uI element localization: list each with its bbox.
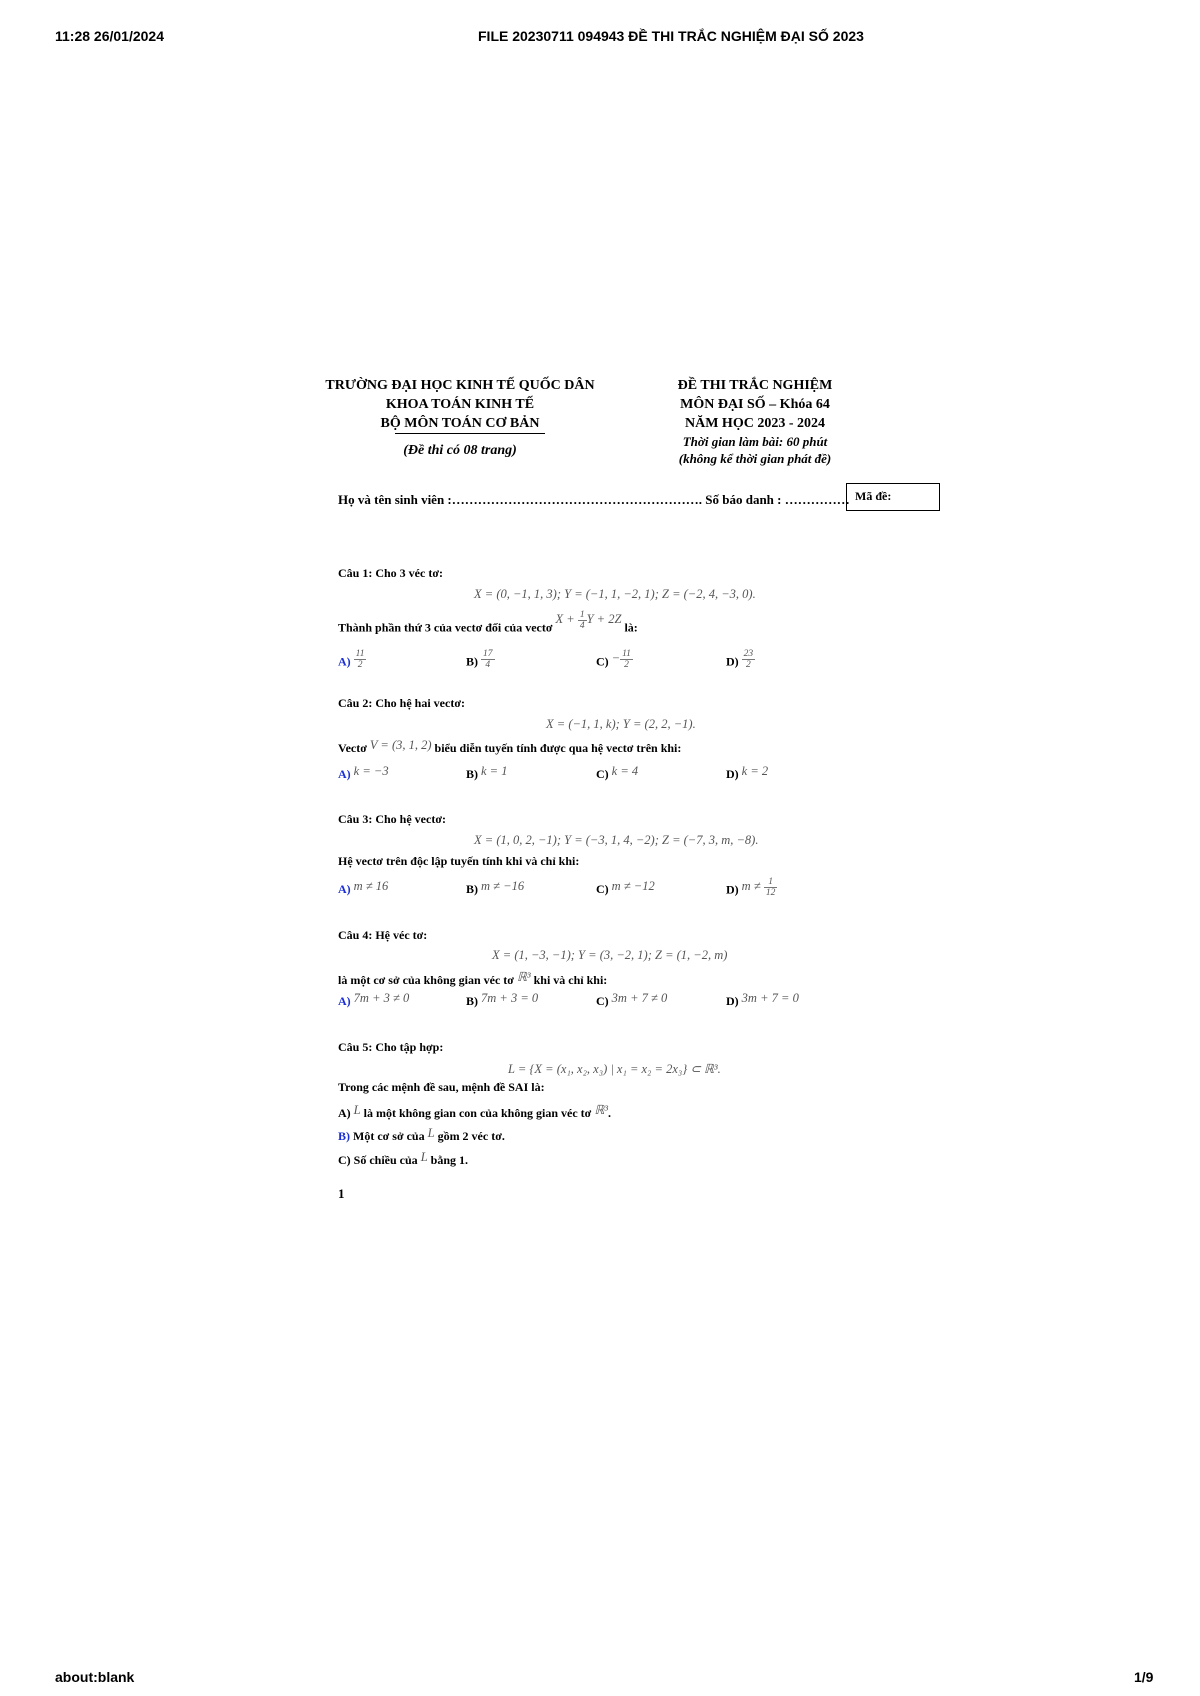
option-value: k = 2 [741,764,769,778]
option-letter: B) [466,994,478,1008]
print-title: FILE 20230711 094943 ĐỀ THI TRẮC NGHIỆM ĐẠI SỐ 2023 [478,28,864,44]
option-fraction: $\frac{23}{2}$ [743,649,754,670]
option-value: m ≠ −16 [481,879,525,893]
exam-duration-note: (không kể thời gian phát đề) [678,451,832,466]
option-letter: A) [338,882,351,896]
q4-option-c[interactable] [596,992,667,1010]
option-value: m ≠ −12 [611,879,655,893]
q4-prompt: là một cơ sở của không gian véc tơ ℝ³ khi và chỉ khi: [338,970,608,987]
option-letter: A) [338,767,351,781]
option-value [481,649,495,670]
q2-option-c[interactable] [596,765,638,783]
option-letter: B) [466,654,478,669]
print-datetime: 11:28 26/01/2024 [55,28,164,44]
department-name: BỘ MÔN TOÁN CƠ BẢN [380,416,540,431]
option-letter: A) [338,654,351,669]
q1-title: Câu 1: Cho 3 véc tơ: [338,566,443,580]
q3-formula: X = (1, 0, 2, −1); Y = (−3, 1, 4, −2); Z = (−7, 3, m, −8). [474,833,759,847]
option-value: k = 1 [481,764,508,778]
q4-option-b[interactable] [466,992,538,1010]
pages-note: (Đề thi có 08 trang) [403,443,517,458]
option-value: m ≠ $\frac{1}{12}$ [741,877,776,898]
q3-option-b[interactable] [466,880,524,898]
q1-option-d[interactable] [726,649,755,673]
q2-title: Câu 2: Cho hệ hai vectơ: [338,696,465,710]
option-letter: C) [596,994,609,1008]
option-letter: D) [726,654,739,669]
option-value: 3m + 7 ≠ 0 [611,991,668,1005]
q1-prompt [338,610,638,639]
faculty-name: KHOA TOÁN KINH TẾ [385,397,535,412]
q3-title: Câu 3: Cho hệ vectơ: [338,812,446,826]
option-letter: C) [596,654,609,669]
option-letter: B) [466,767,478,781]
option-value [354,649,367,670]
option-value: − $\frac{11}{2}$ [611,649,631,670]
q5-formula: L = {X = (x₁, x₂, x₃) | x₁ = x₂ = 2x₃} ⊂ ℝ³. [508,1062,721,1076]
option-value: k = −3 [353,764,389,778]
exam-subject: MÔN ĐẠI SỐ – Khóa 64 [680,397,830,412]
option-letter: C) [596,882,609,896]
option-fraction: $\frac{17}{4}$ [483,649,493,670]
print-page-counter: 1/9 [1134,1669,1154,1685]
option-letter: B) [466,882,478,896]
option-fraction: $\frac{11}{2}$ [355,649,365,670]
student-id-label: Số báo danh : [705,492,785,507]
q3-prompt: Hệ vectơ trên độc lập tuyến tính khi và chỉ khi: [338,854,580,868]
q4-option-d[interactable] [726,992,799,1010]
q5-statement-c: C) Số chiều của L bằng 1. [338,1150,468,1167]
exam-header-right [650,376,860,467]
option-value: 7m + 3 ≠ 0 [353,991,410,1005]
q1-option-c[interactable] [596,649,633,673]
department-underline [395,433,545,434]
q5-prompt: Trong các mệnh đề sau, mệnh đề SAI là: [338,1080,545,1094]
q2-formula: X = (−1, 1, k); Y = (2, 2, −1). [546,717,696,731]
university-name: TRƯỜNG ĐẠI HỌC KINH TẾ QUỐC DÂN [325,378,595,393]
option-value: m ≠ 16 [353,879,389,893]
q3-option-a[interactable] [338,880,388,898]
q4-space-r3: ℝ³ [516,970,531,984]
option-letter: D) [726,994,739,1008]
q4-formula: X = (1, −3, −1); Y = (3, −2, 1); Z = (1, −2, m) [492,948,728,962]
option-fraction: $\frac{11}{2}$ [622,649,631,670]
exam-code-box [846,483,940,511]
option-value [742,649,756,670]
page-number: 1 [338,1186,345,1201]
q1-option-a[interactable] [338,649,366,673]
q5-statement-b: B) Một cơ sở của L gồm 2 véc tơ. [338,1126,505,1143]
option-value: k = 4 [611,764,639,778]
option-letter: D) [726,882,739,897]
q5-title: Câu 5: Cho tập hợp: [338,1040,444,1054]
q2-option-b[interactable] [466,765,507,783]
q1-expression: X + $\frac{1}{4}$ Y + 2Z [555,610,622,631]
q2-option-a[interactable] [338,765,389,783]
option-fraction: $\frac{1}{12}$ [765,877,776,898]
student-info-line [338,492,850,508]
q2-option-d[interactable] [726,765,768,783]
student-id-field[interactable]: …………… [784,492,850,507]
exam-header-left [310,376,610,460]
q1-prompt-before: Thành phần thứ 3 của vectơ đối của vectơ [338,620,553,635]
exam-duration: Thời gian làm bài: 60 phút [682,434,828,449]
option-value: 3m + 7 = 0 [741,991,799,1005]
q1-formula: X = (0, −1, 1, 3); Y = (−1, 1, −2, 1); Z = (−2, 4, −3, 0). [474,587,756,601]
option-letter: A) [338,994,351,1008]
option-value: 7m + 3 = 0 [481,991,539,1005]
exam-year: NĂM HỌC 2023 - 2024 [685,416,825,431]
q3-option-c[interactable] [596,880,655,898]
option-letter: C) [596,767,609,781]
q3-option-d[interactable] [726,877,777,901]
student-name-label: Họ và tên sinh viên : [338,492,452,507]
student-name-field[interactable]: …………………………………………………. [451,492,703,507]
q5-statement-a: A) L là một không gian con của không gian véc tơ ℝ³. [338,1103,611,1120]
q2-vector-v: V = (3, 1, 2) [369,738,432,752]
exam-type: ĐỀ THI TRẮC NGHIỆM [677,378,833,393]
print-url: about:blank [55,1669,135,1685]
q4-option-a[interactable] [338,992,409,1010]
q1-option-b[interactable] [466,649,495,673]
option-letter: D) [726,767,739,781]
q1-prompt-after: là: [624,620,638,635]
q4-title: Câu 4: Hệ véc tơ: [338,928,428,942]
q2-prompt: Vectơ V = (3, 1, 2) biểu diễn tuyến tính được qua hệ vectơ trên khi: [338,738,682,755]
exam-code-label: Mã đề: [855,489,892,503]
